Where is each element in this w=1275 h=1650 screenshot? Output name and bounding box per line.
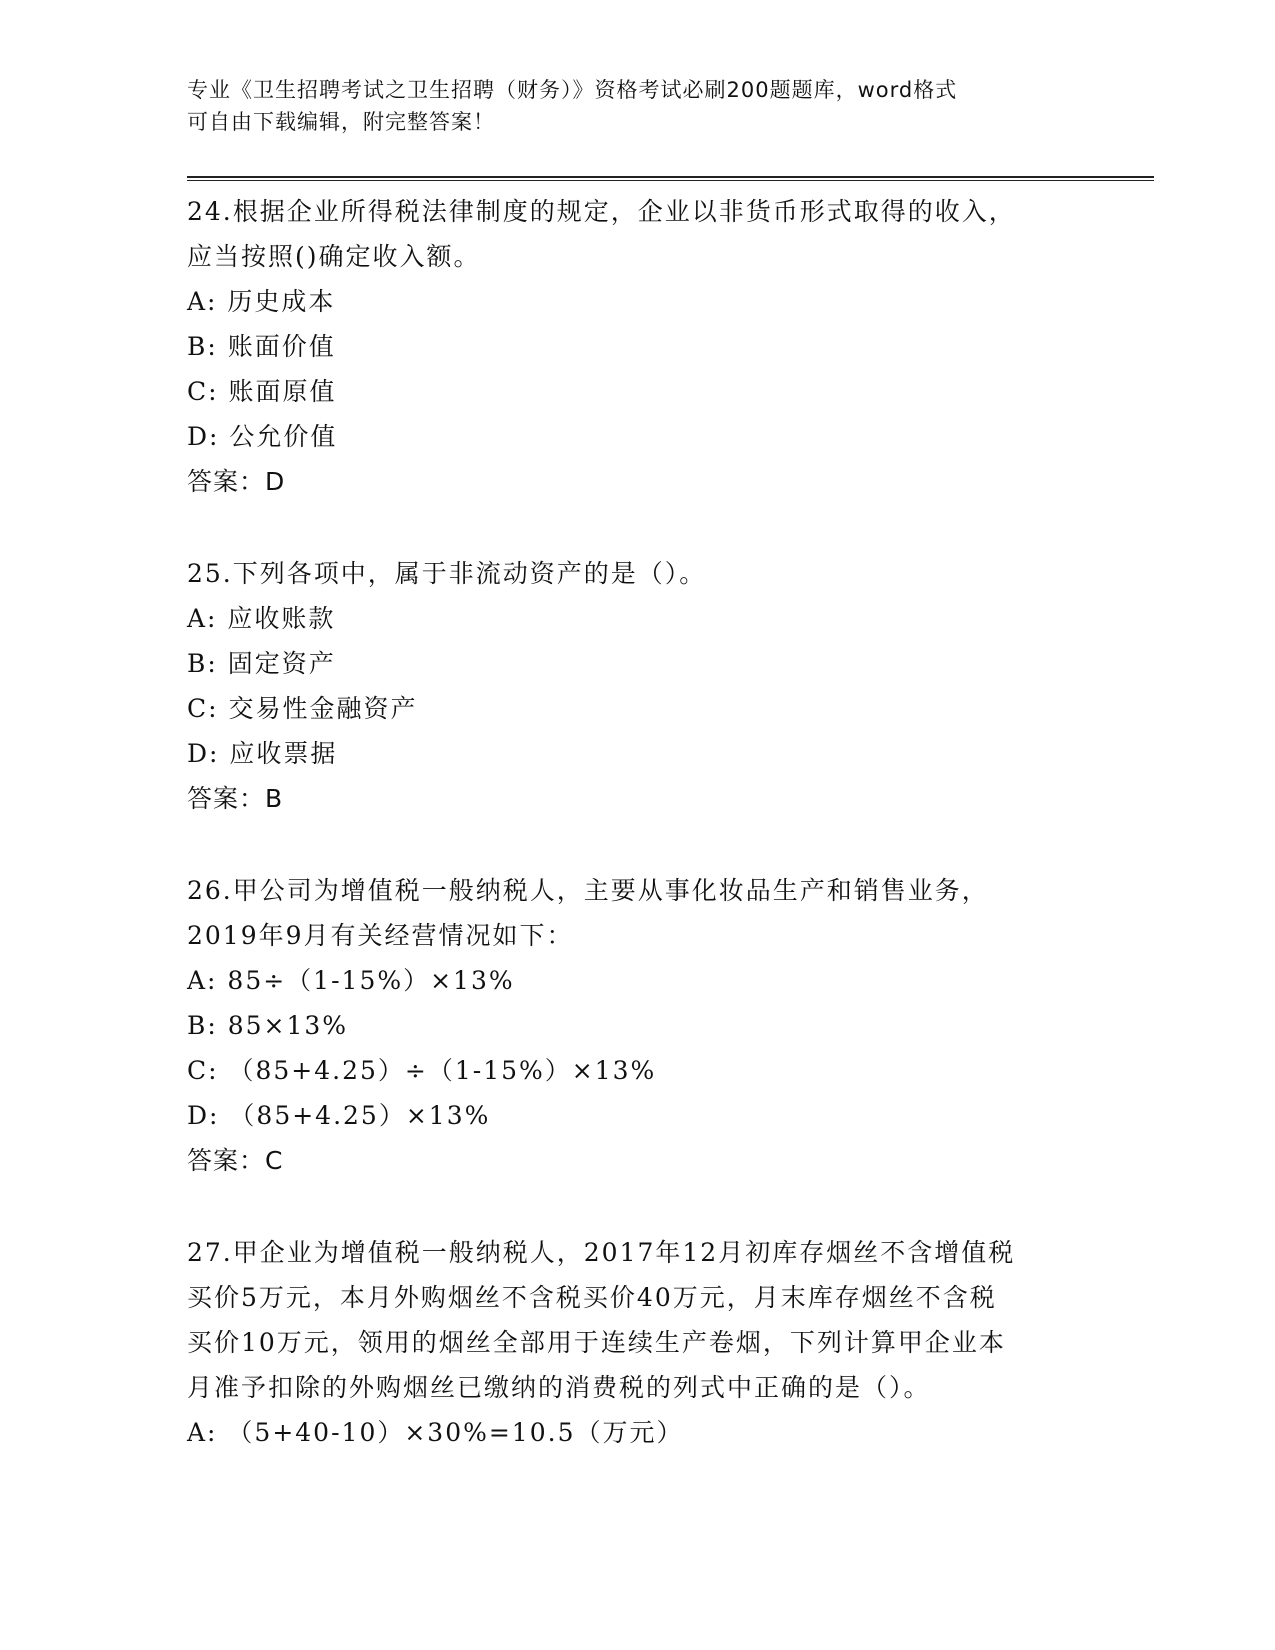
option-a: A: 应收账款 bbox=[187, 604, 336, 633]
answer-line: 答案：C bbox=[187, 1146, 284, 1175]
question-stem bbox=[187, 1230, 1077, 1410]
stem-line: 买价10万元，领用的烟丝全部用于连续生产卷烟，下列计算甲企业本 bbox=[187, 1328, 1006, 1357]
answer-line: 答案：B bbox=[187, 784, 284, 813]
question-27 bbox=[187, 1230, 1077, 1455]
question-stem bbox=[187, 189, 1077, 279]
option-d: D: 公允价值 bbox=[187, 422, 338, 451]
option-a: A: 85÷（1-15%）×13% bbox=[187, 966, 515, 995]
stem-line: 27.甲企业为增值税一般纳税人，2017年12月初库存烟丝不含增值税 bbox=[187, 1238, 1016, 1267]
header-line-2: 可自由下载编辑，附完整答案！ bbox=[187, 110, 495, 134]
option-b: B: 85×13% bbox=[187, 1011, 349, 1040]
question-list bbox=[187, 189, 1077, 1502]
option-c: C: 交易性金融资产 bbox=[187, 694, 418, 723]
stem-line: 26.甲公司为增值税一般纳税人，主要从事化妆品生产和销售业务， bbox=[187, 876, 989, 905]
option-b: B: 账面价值 bbox=[187, 332, 336, 361]
stem-line: 月准予扣除的外购烟丝已缴纳的消费税的列式中正确的是（）。 bbox=[187, 1373, 931, 1402]
option-d: D: 应收票据 bbox=[187, 739, 338, 768]
option-c: C: （85+4.25）÷（1-15%）×13% bbox=[187, 1056, 657, 1085]
question-25 bbox=[187, 551, 1077, 821]
stem-line: 买价5万元，本月外购烟丝不含税买价40万元，月末库存烟丝不含税 bbox=[187, 1283, 997, 1312]
header-divider bbox=[187, 176, 1154, 181]
question-26 bbox=[187, 868, 1077, 1183]
stem-line: 24.根据企业所得税法律制度的规定，企业以非货币形式取得的收入， bbox=[187, 197, 1016, 226]
option-c: C: 账面原值 bbox=[187, 377, 337, 406]
question-stem bbox=[187, 868, 1077, 958]
option-a: A: 历史成本 bbox=[187, 287, 336, 316]
document-header bbox=[187, 74, 1087, 138]
question-24 bbox=[187, 189, 1077, 504]
stem-line: 2019年9月有关经营情况如下： bbox=[187, 921, 574, 950]
stem-line: 25.下列各项中，属于非流动资产的是（）。 bbox=[187, 559, 707, 588]
option-b: B: 固定资产 bbox=[187, 649, 336, 678]
stem-line: 应当按照()确定收入额。 bbox=[187, 242, 481, 271]
option-d: D: （85+4.25）×13% bbox=[187, 1101, 491, 1130]
answer-line: 答案：D bbox=[187, 467, 286, 496]
question-stem bbox=[187, 551, 1077, 596]
header-line-1: 专业《卫生招聘考试之卫生招聘（财务）》资格考试必刷200题题库，word格式 bbox=[187, 78, 958, 102]
option-a: A: （5+40-10）×30%=10.5（万元） bbox=[187, 1418, 684, 1447]
